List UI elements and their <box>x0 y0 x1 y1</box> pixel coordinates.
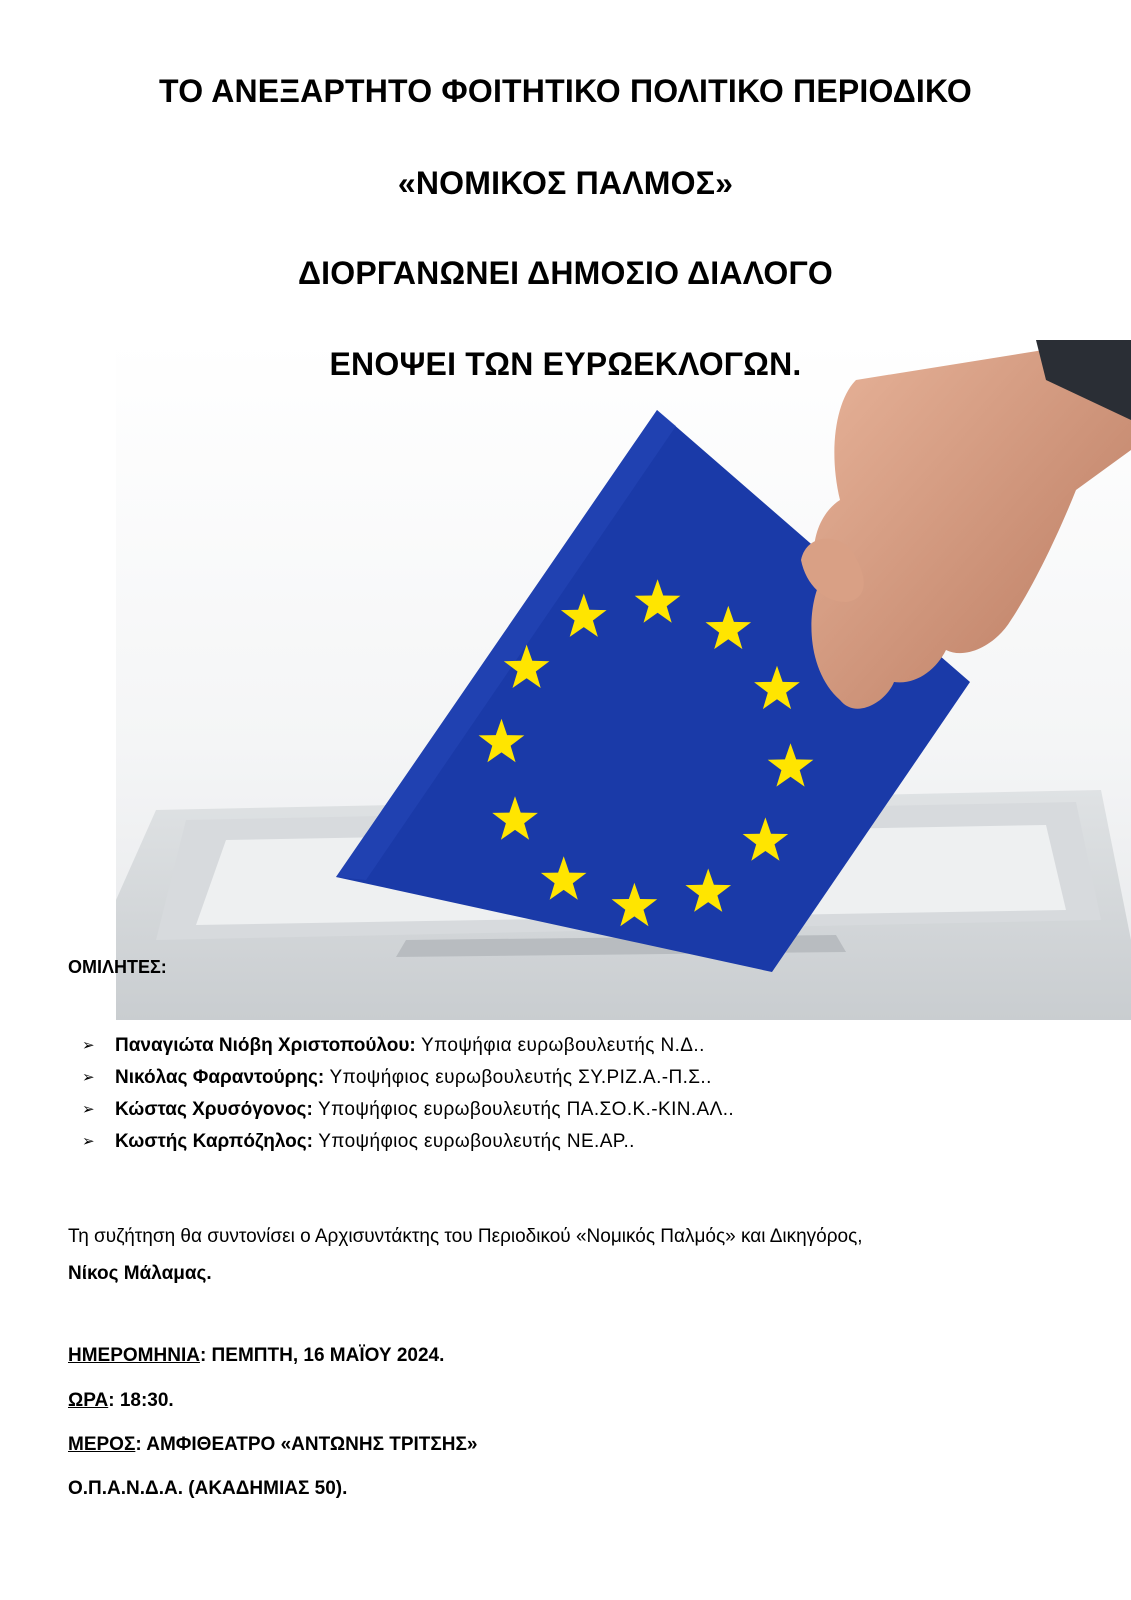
speaker-name: Κωστής Καρπόζηλος: <box>115 1131 313 1152</box>
time-value: : 18:30. <box>108 1390 174 1411</box>
time-label: ΩΡΑ <box>68 1390 109 1411</box>
speaker-role: Υποψήφιος ευρωβουλευτής ΣΥ.ΡΙΖ.Α.-Π.Σ.. <box>329 1067 712 1088</box>
speaker-item <box>82 1062 734 1094</box>
arrowhead-bullet-icon: ➢ <box>82 1133 95 1150</box>
event-date <box>68 1345 444 1367</box>
event-time <box>68 1390 174 1412</box>
moderator-name: Νίκος Μάλαμας. <box>68 1263 212 1284</box>
moderator-text: Τη συζήτηση θα συντονίσει ο Αρχισυντάκτης του Περιοδικού «Νομικός Παλμός» και Δικηγόρος, <box>68 1226 863 1247</box>
heading-line-1: ΤΟ ΑΝΕΞΑΡΤΗΤΟ ΦΟΙΤΗΤΙΚΟ ΠΟΛΙΤΙΚΟ ΠΕΡΙΟΔΙΚΟ <box>159 73 972 109</box>
date-label: ΗΜΕΡΟΜΗΝΙΑ <box>68 1345 200 1366</box>
event-address: Ο.Π.Α.Ν.Δ.Α. (ΑΚΑΔΗΜΙΑΣ 50). <box>68 1478 348 1499</box>
speakers-list <box>82 1030 734 1158</box>
speaker-role: Υποψήφιος ευρωβουλευτής ΠΑ.ΣΟ.Κ.-ΚΙΝ.ΑΛ.. <box>318 1099 735 1120</box>
arrowhead-bullet-icon: ➢ <box>82 1101 95 1118</box>
event-place <box>68 1434 478 1456</box>
arrowhead-bullet-icon: ➢ <box>82 1037 95 1054</box>
speakers-label: ΟΜΙΛΗΤΕΣ: <box>68 957 167 977</box>
speaker-name: Παναγιώτα Νιόβη Χριστοπούλου: <box>115 1035 416 1056</box>
speaker-item <box>82 1094 734 1126</box>
speaker-name: Κώστας Χρυσόγονος: <box>115 1099 313 1120</box>
heading-line-3: ΔΙΟΡΓΑΝΩΝΕΙ ΔΗΜΟΣΙΟ ΔΙΑΛΟΓΟ <box>297 255 834 291</box>
speaker-role: Υποψήφια ευρωβουλευτής Ν.Δ.. <box>421 1035 705 1056</box>
date-value: : ΠΕΜΠΤΗ, 16 ΜΑΪΟΥ 2024. <box>199 1345 445 1366</box>
speaker-role: Υποψήφιος ευρωβουλευτής ΝΕ.ΑΡ.. <box>318 1131 635 1152</box>
place-value: : ΑΜΦΙΘΕΑΤΡΟ «ΑΝΤΩΝΗΣ ΤΡΙΤΣΗΣ» <box>135 1434 478 1455</box>
arrowhead-bullet-icon: ➢ <box>82 1069 95 1086</box>
speaker-item <box>82 1126 734 1158</box>
speaker-name: Νικόλας Φαραντούρης: <box>115 1067 325 1088</box>
heading-line-4: ΕΝΟΨΕΙ ΤΩΝ ΕΥΡΩΕΚΛΟΓΩΝ. <box>329 346 802 382</box>
place-label: ΜΕΡΟΣ <box>68 1434 136 1455</box>
speaker-item <box>82 1030 734 1062</box>
heading-line-2: «ΝΟΜΙΚΟΣ ΠΑΛΜΟΣ» <box>397 165 734 201</box>
ballot-box-photo <box>116 340 1131 1020</box>
